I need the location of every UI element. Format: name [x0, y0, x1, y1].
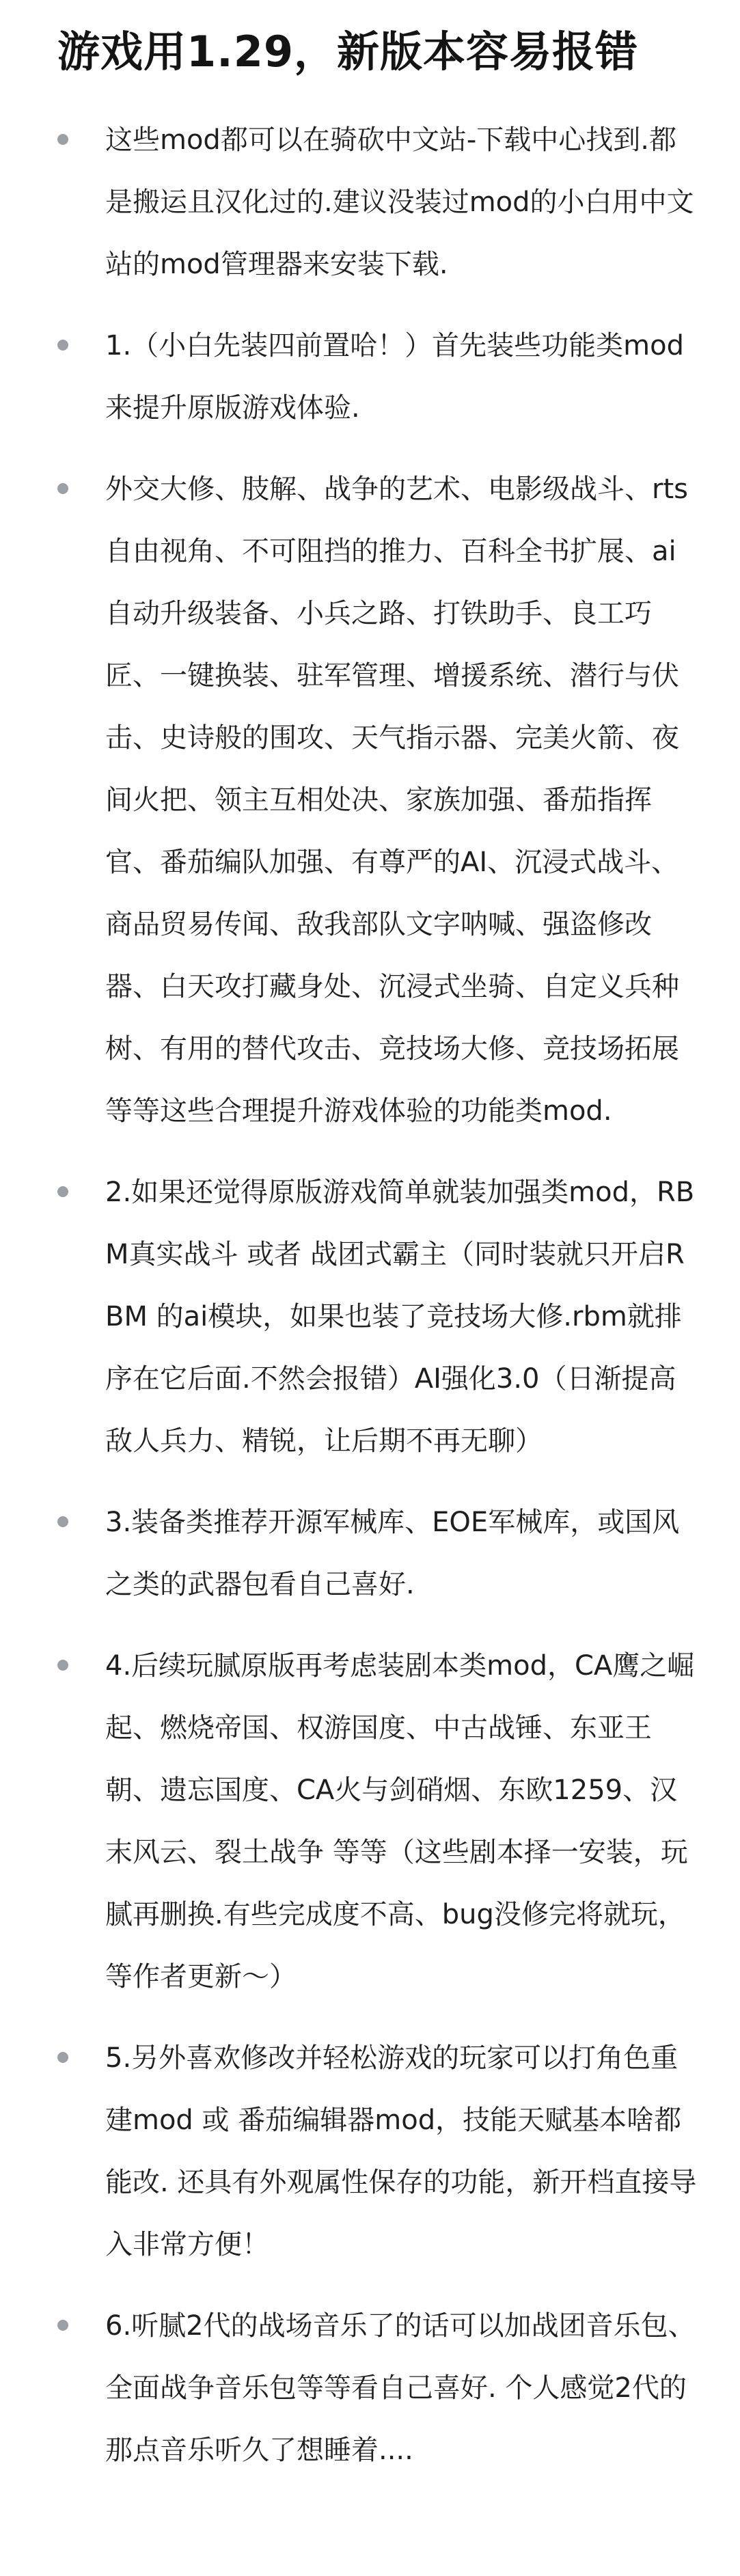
article-title: 游戏用1.29，新版本容易报错 [57, 27, 638, 77]
bullet-dot-icon [57, 483, 68, 494]
bullet-dot-icon [57, 2052, 68, 2063]
list-item-text: 5.另外喜欢修改并轻松游戏的玩家可以打角色重建mod 或 番茄编辑器mod，技能天赋基本啥都能改. 还具有外观属性保存的功能，新开档直接导入非常方便！ [105, 2042, 697, 2260]
bullet-list [57, 109, 702, 2482]
list-item-text: 6.听腻2代的战场音乐了的话可以加战团音乐包、全面战争音乐包等等看自己喜好. 个人感觉2代的那点音乐听久了想睡着.... [105, 2310, 696, 2466]
list-item [57, 315, 702, 439]
bullet-dot-icon [57, 1660, 68, 1671]
list-item [57, 458, 702, 1142]
bullet-dot-icon [57, 2320, 68, 2331]
list-item-text: 2.如果还觉得原版游戏简单就装加强类mod，RBM真实战斗 或者 战团式霸主（同时装就只开启RBM 的ai模块，如果也装了竞技场大修.rbm就排序在它后面.不然会报错）AI强化3.0（日渐提高敌人兵力、精锐，让后期不再无聊） [105, 1177, 695, 1457]
list-item [57, 109, 702, 296]
bullet-dot-icon [57, 1516, 68, 1527]
list-item-text: 4.后续玩腻原版再考虑装剧本类mod，CA鹰之崛起、燃烧帝国、权游国度、中古战锤、东亚王朝、遗忘国度、CA火与剑硝烟、东欧1259、汉末风云、裂土战争 等等（这些剧本择一安装，玩腻再删换.有些完成度不高、bug没修完将就玩，等作者更新～） [105, 1650, 695, 1992]
list-item [57, 1635, 702, 2008]
list-item [57, 1162, 702, 1472]
list-item [57, 1492, 702, 1616]
list-item-text: 这些mod都可以在骑砍中文站-下载中心找到.都是搬运且汉化过的.建议没装过mod的小白用中文站的mod管理器来安装下载. [105, 124, 694, 280]
list-item-text: 3.装备类推荐开源军械库、EOE军械库，或国风之类的武器包看自己喜好. [105, 1507, 680, 1600]
list-item [57, 2027, 702, 2276]
bullet-dot-icon [57, 134, 68, 145]
list-item [57, 2295, 702, 2482]
list-item-text: 1.（小白先装四前置哈！）首先装些功能类mod来提升原版游戏体验. [105, 330, 684, 424]
bullet-dot-icon [57, 340, 68, 351]
bullet-dot-icon [57, 1186, 68, 1197]
list-item-text: 外交大修、肢解、战争的艺术、电影级战斗、rts自由视角、不可阻挡的推力、百科全书扩展、ai自动升级装备、小兵之路、打铁助手、良工巧匠、一键换装、驻军管理、增援系统、潜行与伏击、史诗般的围攻、天气指示器、完美火箭、夜间火把、领主互相处决、家族加强、番茄指挥官、番茄编队加强、有尊严的AI、沉浸式战斗、商品贸易传闻、敌我部队文字呐喊、强盗修改器、白天攻打藏身处、沉浸式坐骑、自定义兵种树、有用的替代攻击、竞技场大修、竞技场拓展 等等这些合理提升游戏体验的功能类mod. [105, 474, 688, 1127]
